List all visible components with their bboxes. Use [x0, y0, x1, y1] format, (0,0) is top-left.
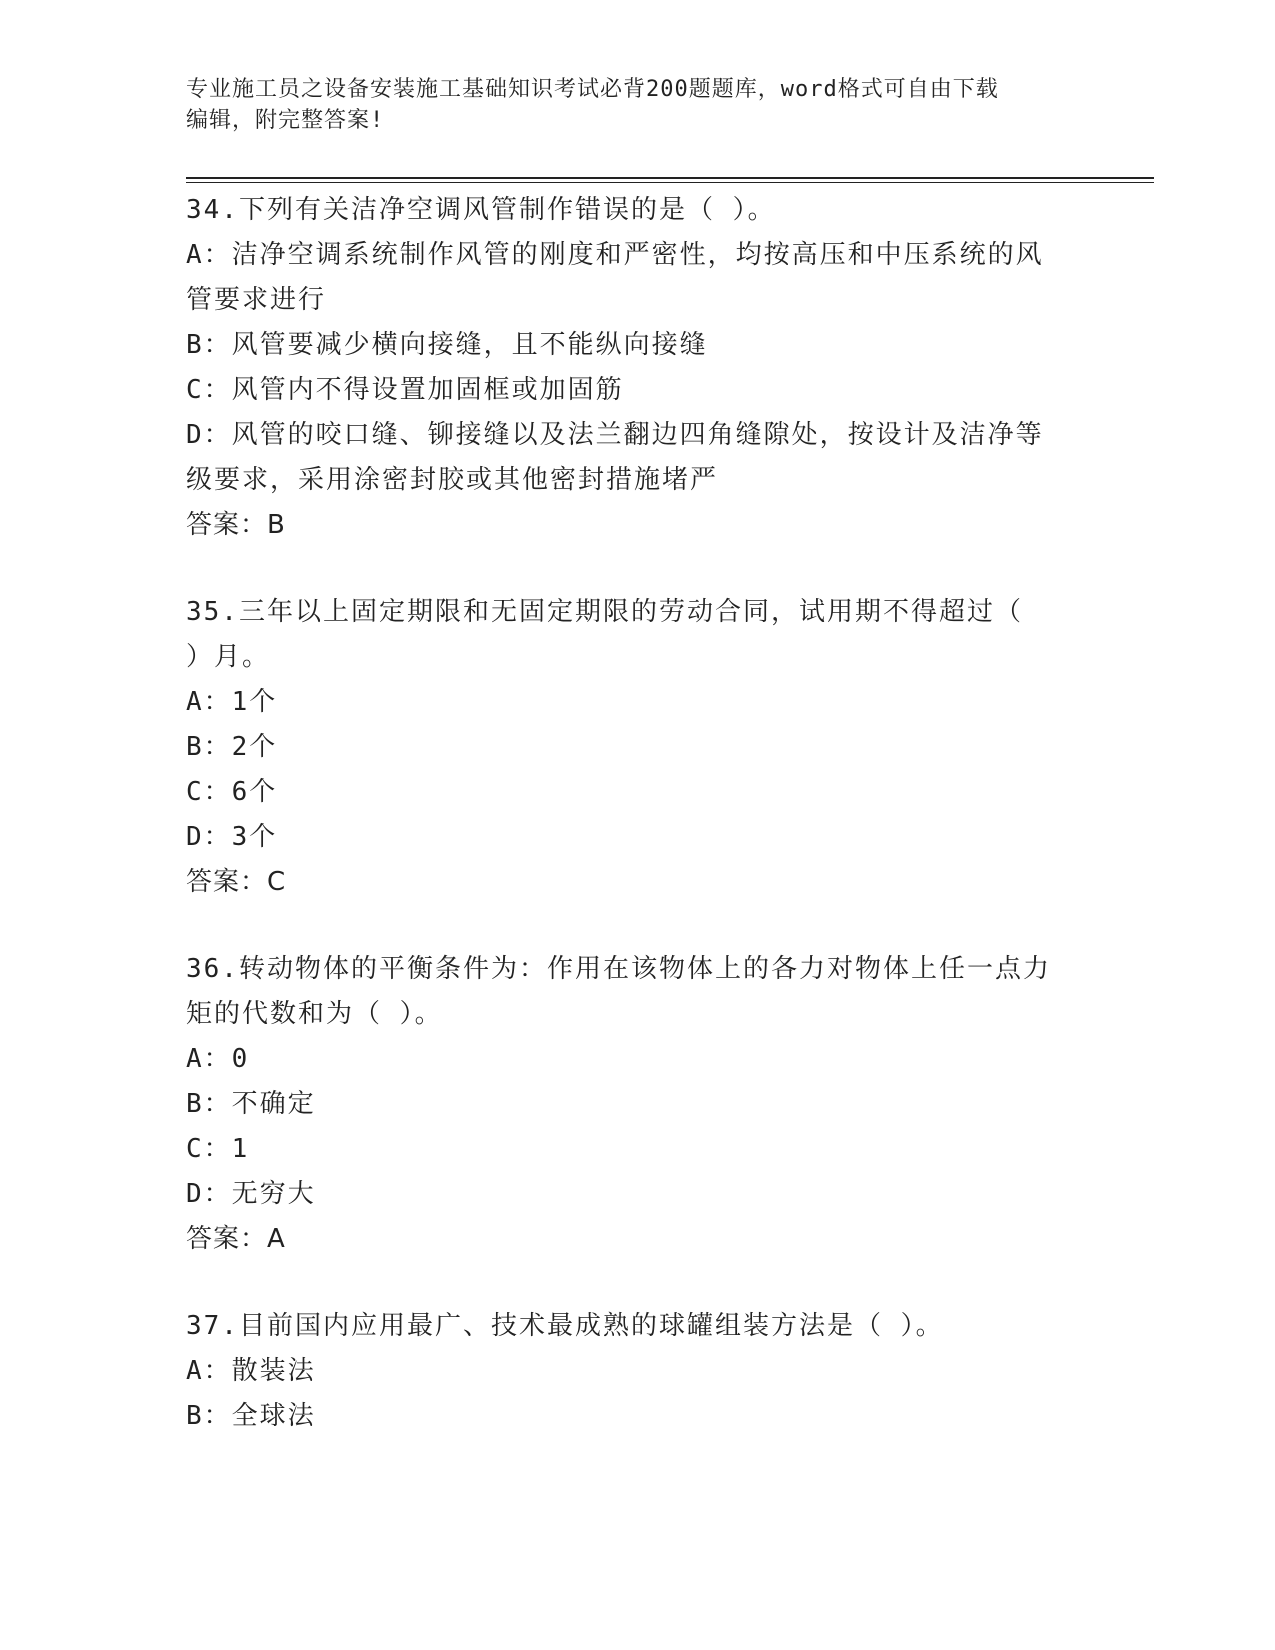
option-line: D：风管的咬口缝、铆接缝以及法兰翻边四角缝隙处，按设计及洁净等 — [186, 420, 1044, 450]
option-line: C：风管内不得设置加固框或加固筋 — [186, 375, 624, 405]
option-line: D：无穷大 — [186, 1179, 316, 1209]
document-header — [186, 74, 1066, 136]
question-block — [186, 947, 1066, 1262]
header-divider-thin — [186, 182, 1154, 183]
option-line: 级要求，采用涂密封胶或其他密封措施堵严 — [186, 465, 719, 495]
header-line-1: 专业施工员之设备安装施工基础知识考试必背200题题库，word格式可自由下载 — [186, 77, 999, 102]
question-stem-line: 矩的代数和为（ ）。 — [186, 999, 443, 1029]
answer-line: 答案：A — [186, 1224, 286, 1254]
option-line: A：0 — [186, 1044, 250, 1074]
option-line: B：2个 — [186, 732, 278, 762]
option-line: D：3个 — [186, 822, 278, 852]
option-line: B：风管要减少横向接缝，且不能纵向接缝 — [186, 330, 708, 360]
option-line: A：散装法 — [186, 1356, 316, 1386]
question-block — [186, 1304, 1066, 1439]
question-block — [186, 188, 1066, 548]
question-stem-line: 34.下列有关洁净空调风管制作错误的是（ ）。 — [186, 195, 776, 225]
option-line: B：全球法 — [186, 1401, 316, 1431]
option-line: C：1 — [186, 1134, 250, 1164]
answer-line: 答案：B — [186, 510, 286, 540]
question-stem-line: 36.转动物体的平衡条件为：作用在该物体上的各力对物体上任一点力 — [186, 954, 1051, 984]
question-block — [186, 590, 1066, 905]
option-line: A：洁净空调系统制作风管的刚度和严密性，均按高压和中压系统的风 — [186, 240, 1044, 270]
option-line: B：不确定 — [186, 1089, 316, 1119]
question-list — [186, 188, 1066, 1481]
answer-line: 答案：C — [186, 867, 287, 897]
header-line-2: 编辑，附完整答案! — [186, 108, 385, 133]
header-divider-thick — [186, 177, 1154, 179]
question-stem-line: 35.三年以上固定期限和无固定期限的劳动合同，试用期不得超过（ — [186, 597, 1023, 627]
option-line: 管要求进行 — [186, 285, 327, 315]
question-stem-line: 37.目前国内应用最广、技术最成熟的球罐组装方法是（ ）。 — [186, 1311, 944, 1341]
option-line: C：6个 — [186, 777, 278, 807]
option-line: A：1个 — [186, 687, 278, 717]
question-stem-line: ）月。 — [186, 642, 271, 672]
